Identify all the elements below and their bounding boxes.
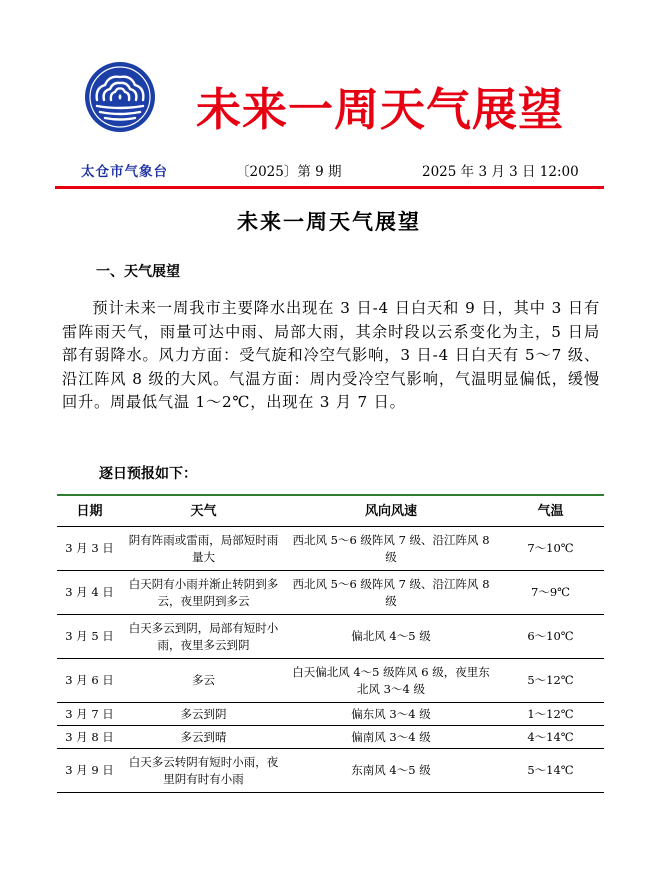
- cell-wind: 东南风 4～5 级: [285, 749, 497, 793]
- cell-date: 3 月 7 日: [57, 703, 122, 726]
- table-row: [57, 527, 604, 571]
- cell-temp: 7～9℃: [497, 571, 604, 615]
- cell-date: 3 月 3 日: [57, 527, 122, 571]
- cell-wind: 偏南风 3～4 级: [285, 726, 497, 749]
- header-weather: 天气: [122, 495, 285, 527]
- table-row: [57, 749, 604, 793]
- cell-date: 3 月 8 日: [57, 726, 122, 749]
- table-row: [57, 615, 604, 659]
- forecast-summary: 预计未来一周我市主要降水出现在 3 日-4 日白天和 9 日，其中 3 日有雷阵雨天气，雨量可达中雨、局部大雨，其余时段以云系变化为主，5 日局部有弱降水。风力方面：受气旋和冷空气影响，3 日-4 日白天有 5～7 级、沿江阵风 8 级的大风。气温方面：周内受冷空气影响，气温明显偏低，缓慢回升。周最低气温 1～2℃，出现在 3 月 7 日。: [62, 299, 600, 411]
- header-divider: [55, 186, 604, 189]
- table-row: [57, 571, 604, 615]
- cell-wind: 西北风 5～6 级阵风 7 级、沿江阵风 8 级: [285, 571, 497, 615]
- table-intro: 逐日预报如下：: [99, 466, 197, 482]
- issuing-station: 太仓市气象台: [81, 164, 168, 180]
- cell-date: 3 月 9 日: [57, 749, 122, 793]
- table-row: [57, 703, 604, 726]
- cell-temp: 5～14℃: [497, 749, 604, 793]
- cell-temp: 6～10℃: [497, 615, 604, 659]
- cma-logo-icon: [83, 60, 157, 134]
- issue-number: 〔2025〕第 9 期: [236, 164, 342, 180]
- forecast-table: [57, 494, 604, 793]
- cell-temp: 1～12℃: [497, 703, 604, 726]
- cell-date: 3 月 4 日: [57, 571, 122, 615]
- table-header-row: [57, 495, 604, 527]
- cell-weather: 多云: [122, 659, 285, 703]
- cell-weather: 白天多云到阴，局部有短时小雨，夜里多云到阴: [122, 615, 285, 659]
- table-row: [57, 659, 604, 703]
- cell-weather: 多云到晴: [122, 726, 285, 749]
- section-heading: 一、天气展望: [96, 264, 180, 280]
- cell-wind: 偏北风 4～5 级: [285, 615, 497, 659]
- cell-date: 3 月 5 日: [57, 615, 122, 659]
- issue-date: 2025 年 3 月 3 日 12:00: [422, 164, 579, 180]
- header-date: 日期: [57, 495, 122, 527]
- table-row: [57, 726, 604, 749]
- cell-temp: 5～12℃: [497, 659, 604, 703]
- cell-temp: 7～10℃: [497, 527, 604, 571]
- cell-weather: 白天多云转阴有短时小雨，夜里阴有时有小雨: [122, 749, 285, 793]
- document-title: 未来一周天气展望: [237, 209, 421, 234]
- cell-temp: 4～14℃: [497, 726, 604, 749]
- cell-wind: 西北风 5～6 级阵风 7 级、沿江阵风 8 级: [285, 527, 497, 571]
- page-title: 未来一周天气展望: [196, 83, 565, 136]
- cell-weather: 阴有阵雨或雷雨，局部短时雨量大: [122, 527, 285, 571]
- cell-wind: 偏东风 3～4 级: [285, 703, 497, 726]
- cell-date: 3 月 6 日: [57, 659, 122, 703]
- cell-weather: 白天阴有小雨并渐止转阴到多云，夜里阴到多云: [122, 571, 285, 615]
- header-wind: 风向风速: [285, 495, 497, 527]
- cell-wind: 白天偏北风 4～5 级阵风 6 级，夜里东北风 3～4 级: [285, 659, 497, 703]
- header-temp: 气温: [497, 495, 604, 527]
- cell-weather: 多云到阴: [122, 703, 285, 726]
